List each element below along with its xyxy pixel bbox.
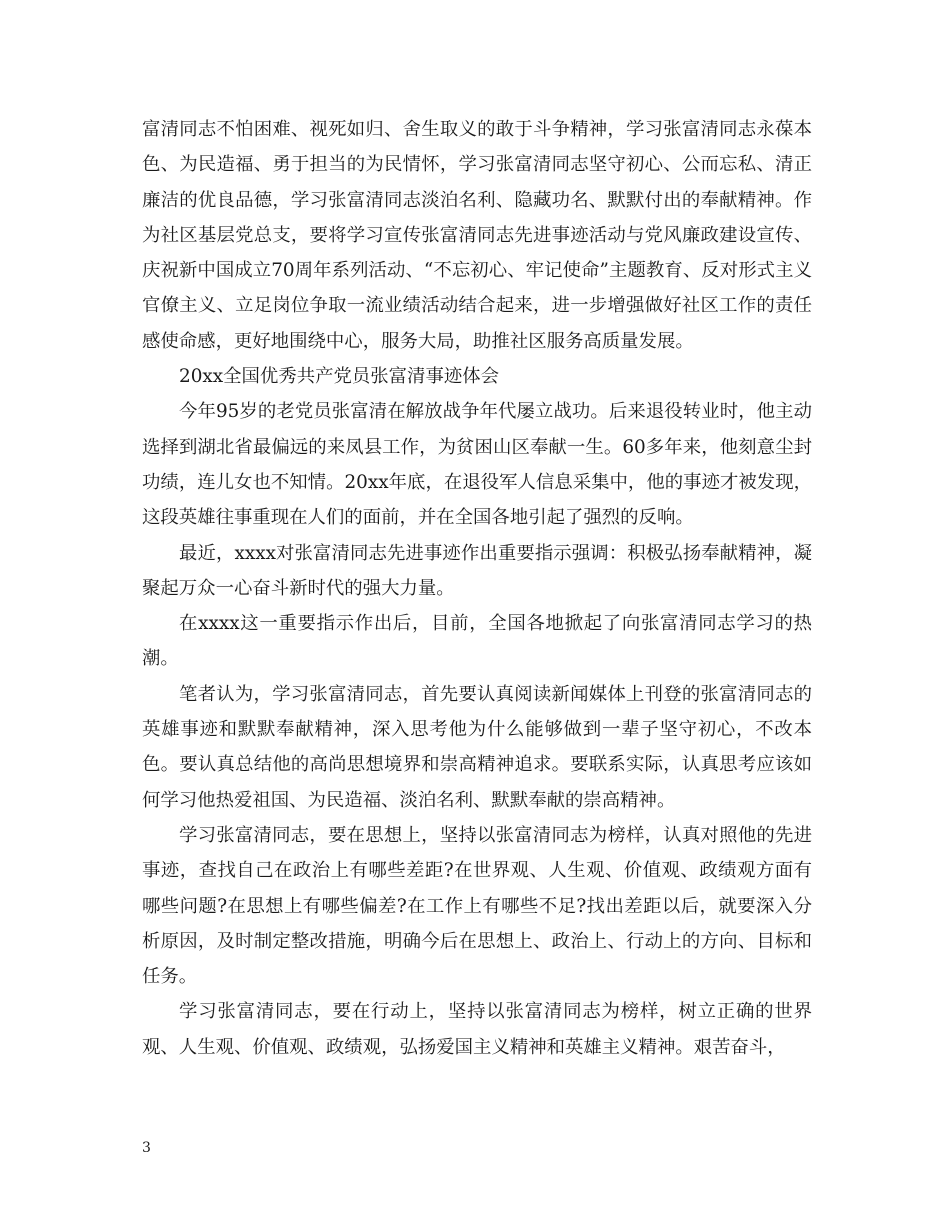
document-body (142, 112, 812, 1065)
paragraph: 笔者认为，学习张富清同志，首先要认真阅读新闻媒体上刊登的张富清同志的英雄事迹和默默奉献精神，深入思考他为什么能够做到一辈子坚守初心，不改本色。要认真总结他的高尚思想境界和崇高精神追求。要联系实际，认真思考应该如何学习他热爱祖国、为民造福、淡泊名利、默默奉献的崇高精神。 (142, 683, 812, 811)
paragraph-continuation: 富清同志不怕困难、视死如归、舍生取义的敢于斗争精神，学习张富清同志永葆本色、为民造福、勇于担当的为民情怀，学习张富清同志坚守初心、公而忘私、清正廉洁的优良品德，学习张富清同志淡泊名利、隐藏功名、默默付出的奉献精神。作为社区基层党总支，要将学习宣传张富清同志先进事迹活动与党风廉政建设宣传、庆祝新中国成立70周年系列活动、“不忘初心、牢记使命”主题教育、反对形式主义官僚主义、立足岗位争取一流业绩活动结合起来，进一步增强做好社区工作的责任感使命感，更好地围绕中心，服务大局，助推社区服务高质量发展。 (142, 119, 812, 352)
paragraph: 学习张富清同志，要在行动上，坚持以张富清同志为榜样，树立正确的世界观、人生观、价值观、政绩观，弘扬爱国主义精神和英雄主义精神。艰苦奋斗， (142, 1001, 812, 1058)
paragraph: 最近，xxxx对张富清同志先进事迹作出重要指示强调：积极弘扬奉献精神，凝聚起万众一心奋斗新时代的强大力量。 (142, 542, 812, 599)
section-heading: 20xx全国优秀共产党员张富清事迹体会 (179, 366, 500, 388)
paragraph: 在xxxx这一重要指示作出后，目前，全国各地掀起了向张富清同志学习的热潮。 (142, 613, 812, 670)
paragraph: 今年95岁的老党员张富清在解放战争年代屡立战功。后来退役转业时，他主动选择到湖北省最偏远的来凤县工作，为贫困山区奉献一生。60多年来，他刻意尘封功绩，连儿女也不知情。20xx年底，在退役军人信息采集中，他的事迹才被发现，这段英雄往事重现在人们的面前，并在全国各地引起了强烈的反响。 (142, 401, 812, 529)
paragraph: 学习张富清同志，要在思想上，坚持以张富清同志为榜样，认真对照他的先进事迹，查找自己在政治上有哪些差距?在世界观、人生观、价值观、政绩观方面有哪些问题?在思想上有哪些偏差?在工作上有哪些不足?找出差距以后，就要深入分析原因，及时制定整改措施，明确今后在思想上、政治上、行动上的方向、目标和任务。 (142, 824, 812, 988)
page-number: 3 (142, 1140, 151, 1156)
